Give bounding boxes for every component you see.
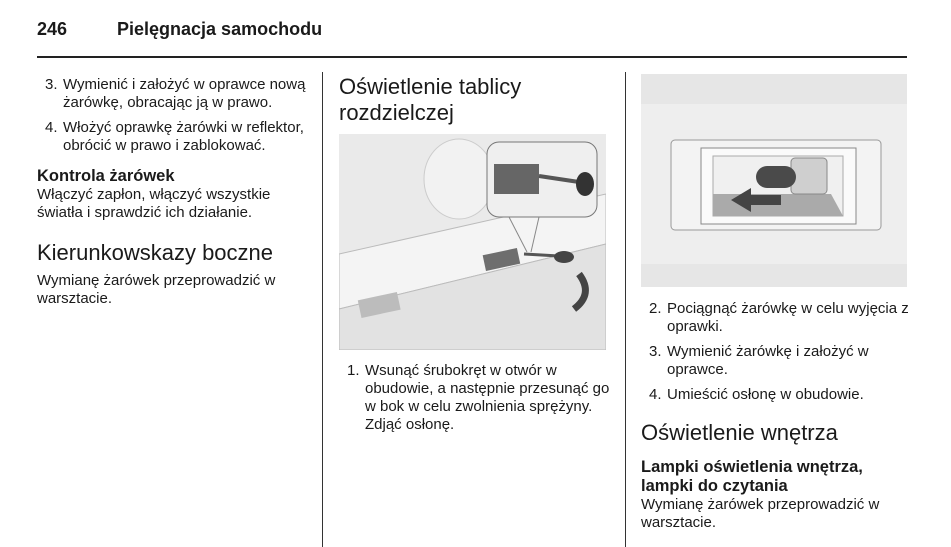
step-number: 3. [45,76,58,93]
column-2-steps [339,362,611,441]
section-heading: Kierunkowskazy boczne [37,240,274,265]
step-text: Umieścić osłonę w obudowie. [667,386,864,403]
bulb-illustration [641,74,907,287]
step-number: 2. [649,300,662,317]
step-text: Włożyć oprawkę żarówki w reflektor, obrócić w prawo i zablokować. [63,119,304,154]
step-text: Pociągnąć żarówkę w celu wyjęcia z oprawki. [667,300,909,335]
step-number: 1. [347,362,360,379]
paragraph: Wymianę żarówek przeprowadzić w warsztacie. [37,272,276,307]
step-item [37,76,307,112]
step-text: Wymienić i założyć w oprawce nową żarówkę, obracając ją w prawo. [63,76,306,111]
step-number: 4. [45,119,58,136]
step-item [641,300,916,336]
column-3 [641,300,916,532]
step-item [37,119,307,155]
dashboard-illustration [339,134,606,350]
page-title: Pielęgnacja samochodu [117,19,323,39]
column-1 [37,76,307,308]
subheading: Kontrola żarówek [37,167,175,185]
step-item [641,343,916,379]
column-divider [322,72,323,547]
subheading: Lampki oświetlenia wnętrza, lampki do czytania [641,458,863,495]
step-text: Wsunąć śrubokręt w otwór w obudowie, a następnie przesunąć go w bok w celu zwolnienia sprężyny. Zdjąć osłonę. [365,362,610,433]
step-number: 3. [649,343,662,360]
section-heading: Oświetlenie wnętrza [641,420,838,445]
column-divider [625,72,626,547]
column-2 [339,74,609,126]
step-number: 4. [649,386,662,403]
section-heading: Oświetlenie tablicy rozdzielczej [339,74,522,125]
paragraph: Wymianę żarówek przeprowadzić w warsztacie. [641,496,880,531]
step-item [339,362,611,434]
step-text: Wymienić żarówkę i założyć w oprawce. [667,343,869,378]
page-number: 246 [37,19,68,39]
step-item [641,386,916,404]
header-rule [37,56,907,58]
paragraph: Włączyć zapłon, włączyć wszystkie światła i sprawdzić ich działanie. [37,186,271,221]
